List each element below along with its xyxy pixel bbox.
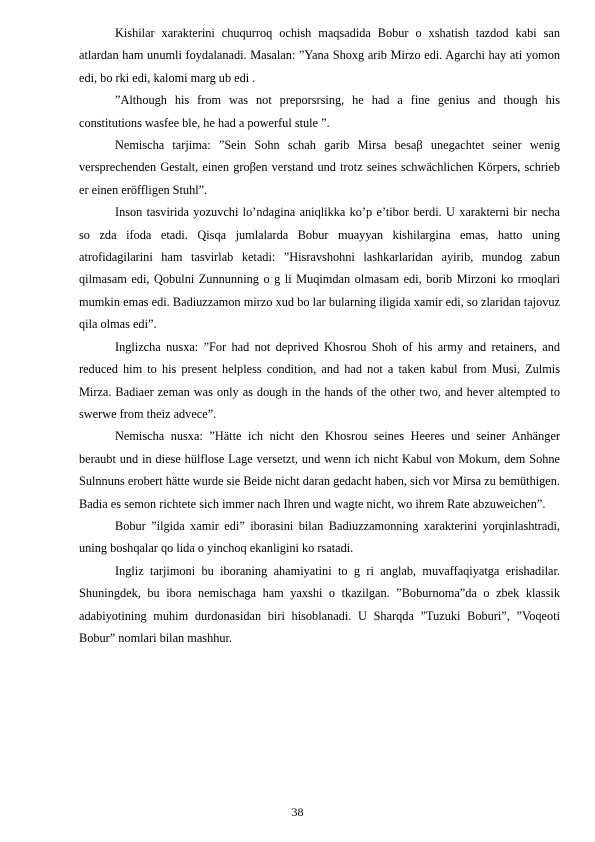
page-number: 38 (291, 805, 304, 819)
paragraph-3: Nemischa tarjima: ”Sein Sohn schah garib Mirsa besaβ unegachtet seiner wenig versprechenden Gestalt, einen groβen verstand und trotz seines schwächlichen Körpers, schrieb er einen eröffligen Stuhl”. (79, 138, 560, 197)
paragraph-4: Inson tasvirida yozuvchi lo’ndagina aniqlikka ko’p e’tibor berdi. U xarakterni bir necha so zda ifoda etadi. Qisqa jumlalarda Bobur muayyan kishilargina emas, hatto uning atrofidagilarini ham tasvirlab ketadi: ”Hisravshohni lashkarlaridan ayirib, mundog zabun qilmasam edi, Qobulni Zunnunning o g li Muqimdan olmasam edi, borib Mirzoni ko rmoqlari mumkin emas edi. Badiuzzamon mirzo xud bo lar bularning iligida xamir edi, so zlaridan tajovuz qila olmas edi”. (79, 205, 560, 332)
paragraph-7: Bobur ”ilgida xamir edi” iborasini bilan Badiuzzamonning xarakterini yorqinlashtradi, uning boshqalar qo lida o yinchoq ekanligini ko rsatadi. (79, 518, 560, 556)
paragraph-5: Inglizcha nusxa: ”For had not deprived Khosrou Shoh of his army and retainers, and reduced him to his present helpless condition, and had not a taken kabul from Musi, Zulmis Mirza. Badiaer zeman was only as dough in the hands of the other two, and hever altempted to swerwe from theiz advece”. (79, 339, 560, 421)
paragraph-8: Ingliz tarjimoni bu iboraning ahamiyatini to g ri anglab, muvaffaqiyatga erishadilar. Shuningdek, bu ibora nemischaga ham yaxshi o tkazilgan. ”Boburnoma”da o zbek klassik adabiyotining muhim durdonasidan biri hisoblanadi. U Sharqda ”Tuzuki Boburi”, ”Voqeoti Bobur” nomlari bilan mashhur. (79, 563, 560, 645)
paragraph-2: ”Although his from was not preporsrsing, he had a fine genius and though his constitutions wasfee ble, he had a powerful stule ”. (79, 93, 560, 130)
page-body (79, 22, 560, 649)
paragraph-1: Kishilar xarakterini chuqurroq ochish maqsadida Bobur o xshatish tazdod kabi san atlardan ham unumli foydalanadi. Masalan: ”Yana Shoxg arib Mirzo edi. Agarchi hay ati yomon edi, bo rki edi, kalomi marg ub edi . (79, 26, 560, 85)
paragraph-6: Nemischa nusxa: ”Hätte ich nicht den Khosrou seines Heeres und seiner Anhänger beraubt und in diese hülflose Lage versetzt, und wenn ich nicht Kabul von Mokum, dem Sohne Sulnnuns erobert hätte wurde sie Beide nicht daran gedacht haben, sich vor Mirsa zu bemüthigen. Badia es semon richtete sich immer nach Ihren und wagte nicht, wo ihrem Rate abzuweichen”. (79, 429, 560, 511)
